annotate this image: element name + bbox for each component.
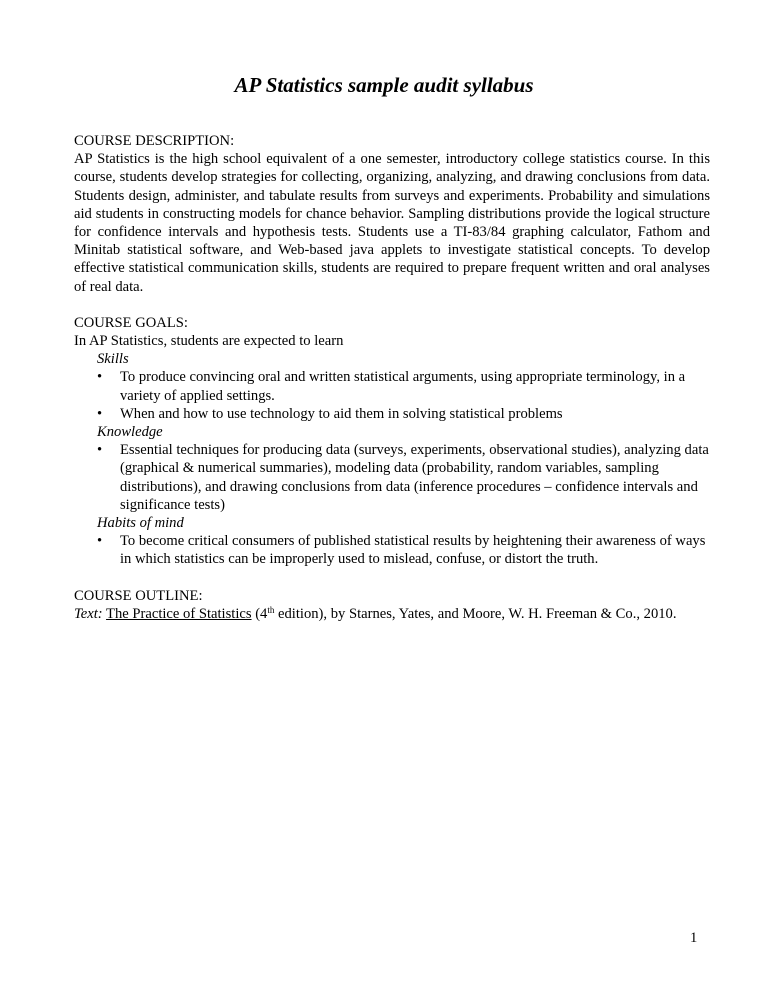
edition-superscript: th xyxy=(267,604,275,615)
document-title: AP Statistics sample audit syllabus xyxy=(234,73,534,97)
list-item xyxy=(97,405,710,423)
list-item xyxy=(97,368,710,404)
list-item-text: To produce convincing oral and written statistical arguments, using appropriate terminology, in a variety of applied settings. xyxy=(120,369,686,404)
goals-knowledge-list xyxy=(74,441,710,514)
list-item-text: When and how to use technology to aid them in solving statistical problems xyxy=(120,405,563,422)
list-item-text: Essential techniques for producing data (surveys, experiments, observational studies), analyzing data (graphical & numerical summaries), modeling data (probability, random variables, sampling distributions), and drawing conclusions from data (inference procedures – confidence intervals and significance tests) xyxy=(120,442,709,513)
goals-group-skills-label: Skills xyxy=(97,351,129,368)
edition-open: (4 xyxy=(251,605,268,622)
goals-group-knowledge-label: Knowledge xyxy=(97,424,163,441)
book-title: The Practice of Statistics xyxy=(106,605,252,622)
goals-skills-list xyxy=(74,368,710,423)
course-goals-intro: In AP Statistics, students are expected to learn xyxy=(74,333,344,350)
course-description-text: AP Statistics is the high school equivalent of a one semester, introductory college statistics course. In this course, students develop strategies for collecting, organizing, analyzing, and drawing conclusions from data. Students design, administer, and tabulate results from surveys and experiments. Probability and simulations aid students in constructing models for chance behavior. Sampling distributions provide the logical structure for confidence intervals and hypothesis tests. Students use a TI-83/84 graphing calculator, Fathom and Minitab statistical software, and Web-based java applets to investigate statistical concepts. To develop effective statistical communication skills, students are required to prepare frequent written and oral analyses of real data. xyxy=(74,151,710,295)
course-outline-text xyxy=(74,605,710,623)
bullet-icon: • xyxy=(97,442,103,459)
list-item-text: To become critical consumers of published statistical results by heightening their awareness of ways in which statistics can be improperly used to mislead, confuse, or distort the truth. xyxy=(120,533,706,568)
goals-group-habits-label: Habits of mind xyxy=(97,515,184,532)
document-body xyxy=(74,132,710,623)
section-spacer xyxy=(74,569,710,587)
list-item xyxy=(97,532,710,568)
goals-habits-list xyxy=(74,532,710,568)
bullet-icon: • xyxy=(97,369,103,386)
page-number: 1 xyxy=(690,930,698,946)
course-outline-heading: COURSE OUTLINE: xyxy=(74,587,203,604)
text-label: Text: xyxy=(74,605,103,622)
list-item xyxy=(97,441,710,514)
bullet-icon: • xyxy=(97,533,103,550)
edition-rest: edition), by Starnes, Yates, and Moore, W. H. Freeman & Co., 2010. xyxy=(274,605,677,622)
bullet-icon: • xyxy=(97,405,103,422)
course-description-heading: COURSE DESCRIPTION: xyxy=(74,133,235,149)
section-spacer xyxy=(74,296,710,314)
course-goals-heading: COURSE GOALS: xyxy=(74,314,188,331)
